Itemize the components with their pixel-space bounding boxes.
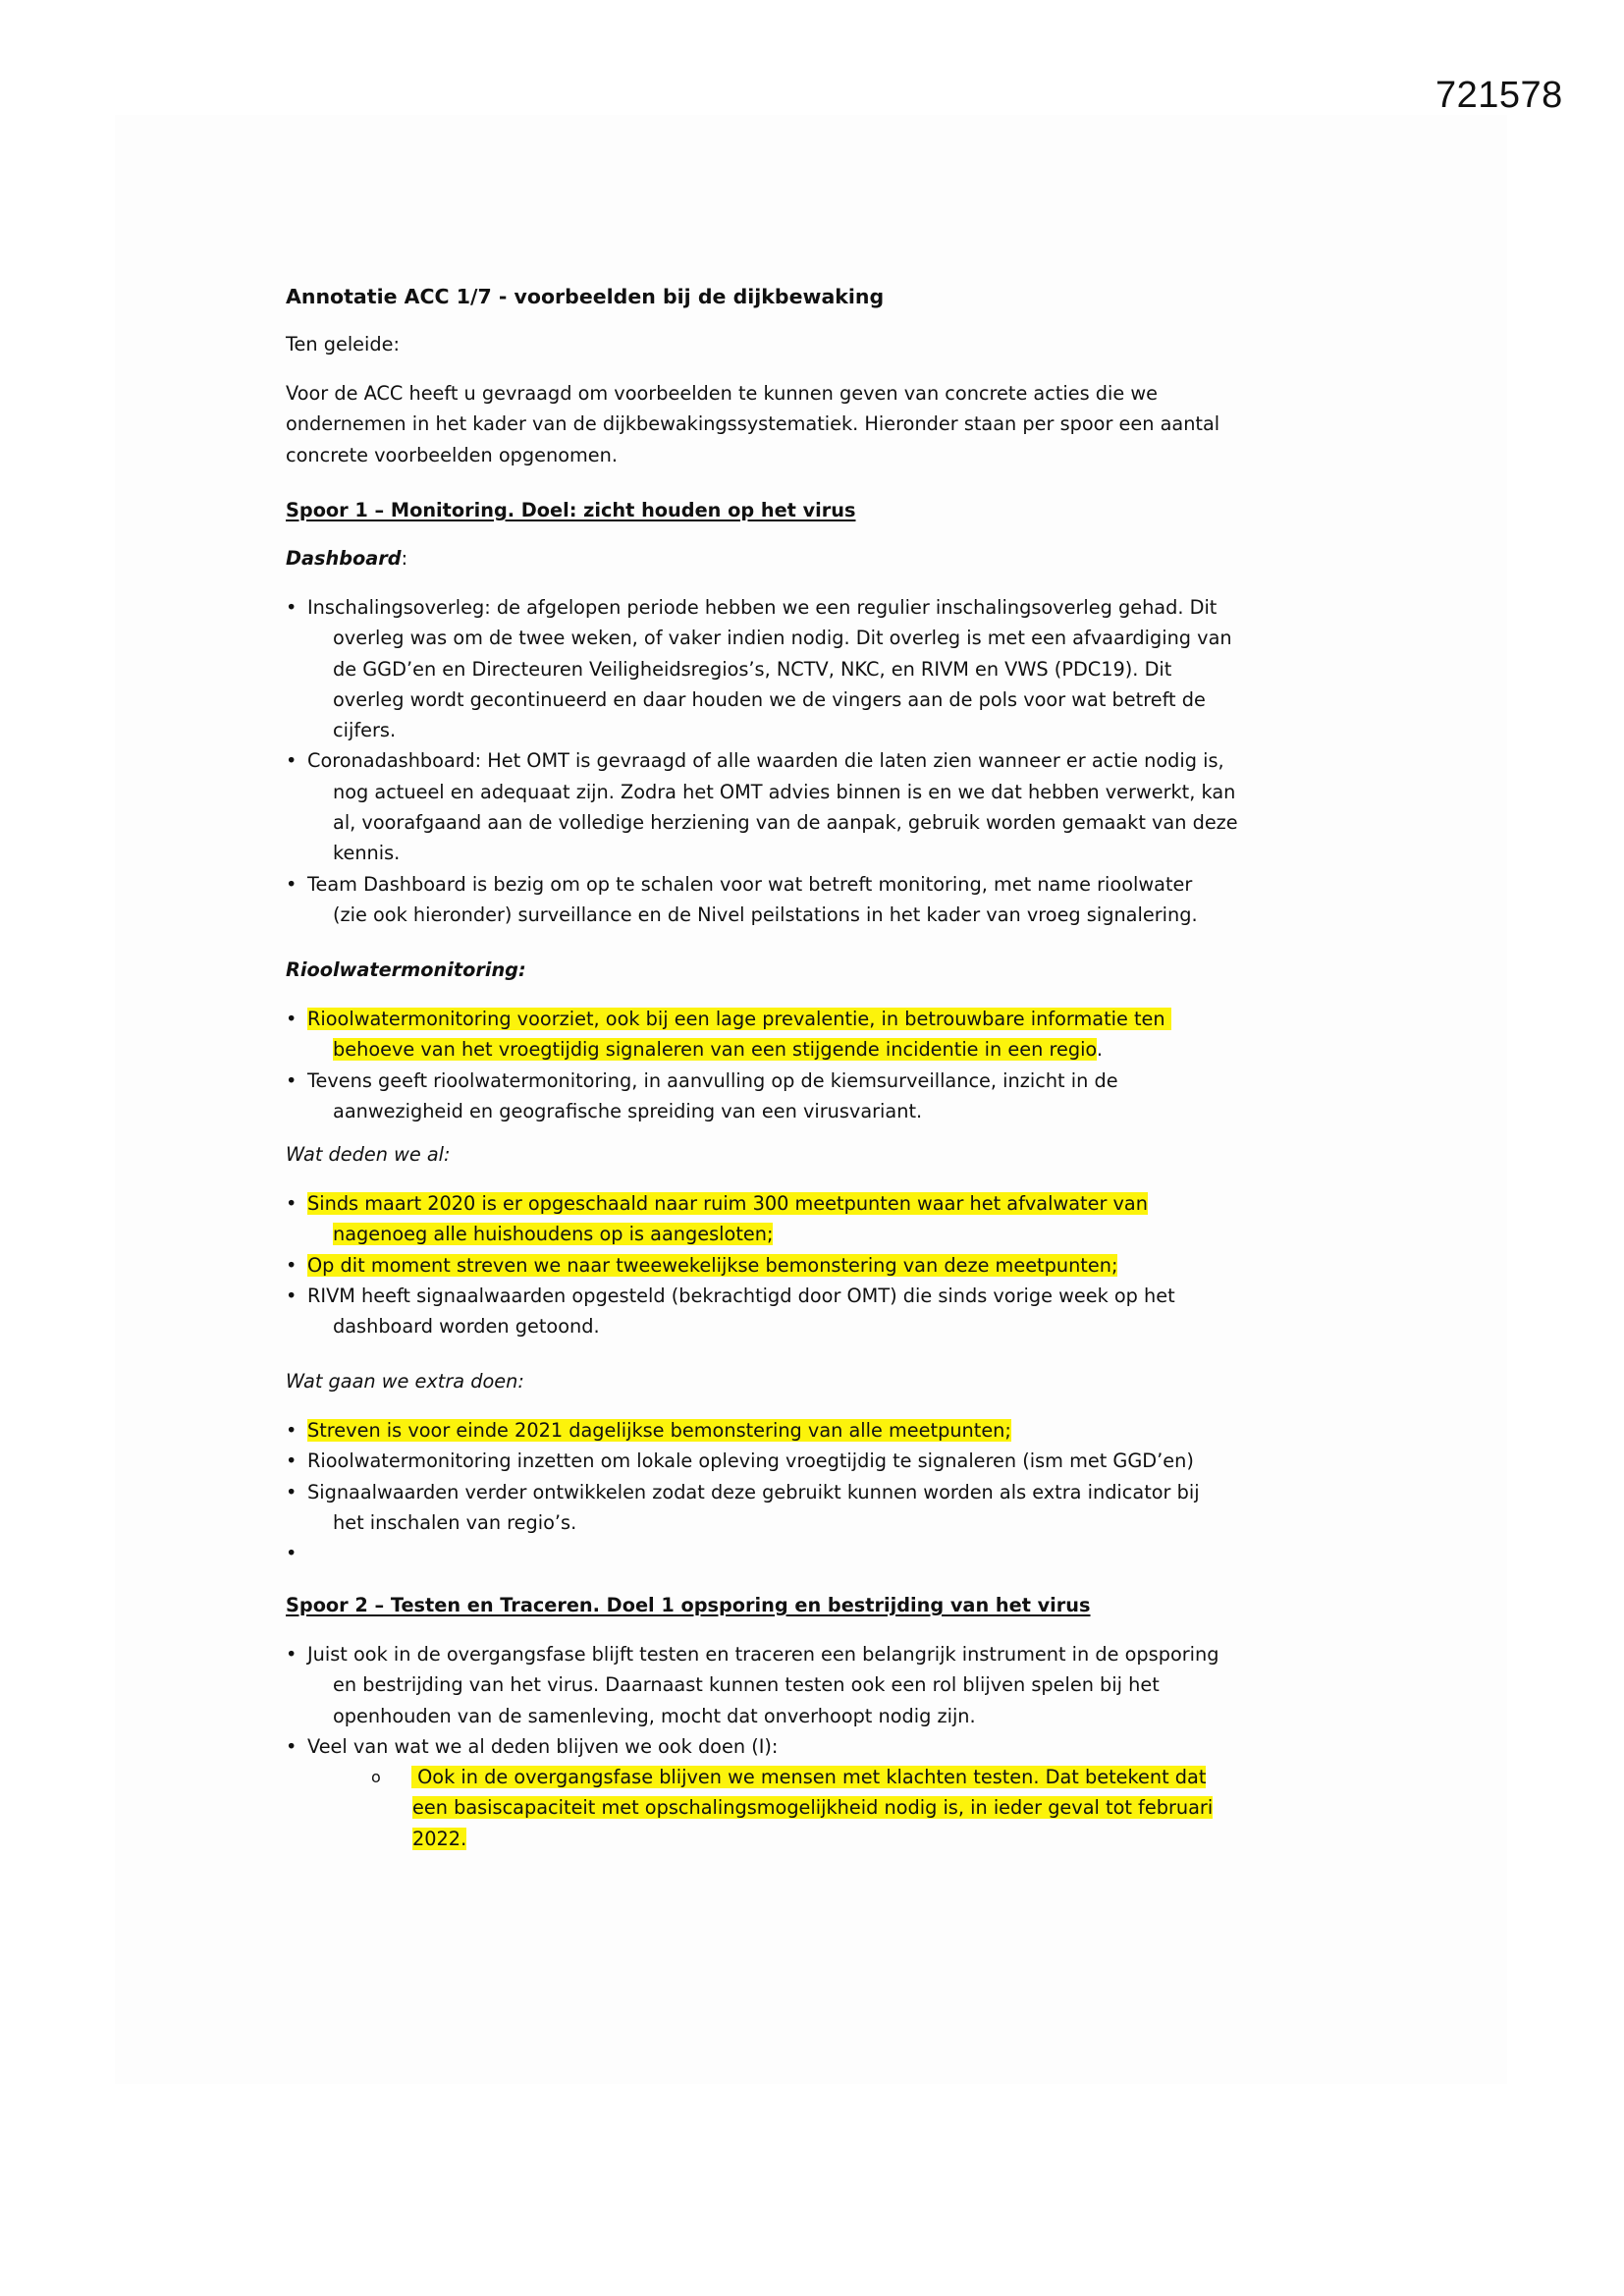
- list-item: [286, 1281, 1366, 1342]
- highlighted-text: Rioolwatermonitoring voorziet, ook bij een lage prevalentie, in betrouwbare informatie ten: [307, 1008, 1171, 1030]
- bullet-icon: •: [286, 1449, 298, 1473]
- list-item-line: (zie ook hieronder) surveillance en de Nivel peilstations in het kader van vroeg signalering.: [333, 902, 1198, 926]
- bullet-icon: •: [286, 1419, 298, 1442]
- highlighted-text: een basiscapaciteit met opschalingsmogelijkheid nodig is, in ieder geval tot februari: [412, 1796, 1214, 1820]
- done-list: [286, 1188, 1366, 1341]
- highlighted-text: behoeve van het vroegtijdig signaleren van een stijgende incidentie in een regio: [333, 1038, 1097, 1062]
- list-item-line: Signaalwaarden verder ontwikkelen zodat deze gebruikt kunnen worden als extra indicator bij: [307, 1480, 1200, 1503]
- highlighted-text: Op dit moment streven we naar tweewekelijkse bemonstering van deze meetpunten;: [307, 1253, 1118, 1277]
- bullet-icon: •: [286, 1542, 298, 1565]
- bullet-icon: •: [286, 1008, 298, 1030]
- dashboard-heading-text: Dashboard: [286, 547, 402, 570]
- list-item: [286, 1477, 1366, 1539]
- list-item: [286, 869, 1366, 931]
- list-item: [286, 1188, 1366, 1250]
- spoor2-list: [286, 1639, 1366, 1854]
- extra-list: [286, 1415, 1366, 1568]
- spoor1-heading: Spoor 1 – Monitoring. Doel: zicht houden op het virus: [286, 499, 856, 521]
- list-item-line: het inschalen van regio’s.: [333, 1510, 577, 1534]
- rioolwater-list: [286, 1004, 1366, 1126]
- list-item-line: Veel van wat we al deden blijven we ook doen (I):: [307, 1734, 779, 1758]
- bullet-icon: •: [286, 596, 298, 619]
- list-item: [286, 1066, 1366, 1127]
- list-item-line: dashboard worden getoond.: [333, 1315, 600, 1339]
- bullet-icon: •: [286, 1192, 298, 1215]
- list-item-line: nog actueel en adequaat zijn. Zodra het OMT advies binnen is en we dat hebben verwerkt, kan: [333, 780, 1236, 803]
- highlighted-text: Ook in de overgangsfase blijven we mensen met klachten testen. Dat betekent dat: [411, 1766, 1207, 1789]
- list-item-line: al, voorafgaand aan de volledige herziening van de aanpak, gebruik worden gemaakt van deze: [333, 811, 1238, 835]
- list-item: [286, 1004, 1366, 1066]
- list-item-line: Coronadashboard: Het OMT is gevraagd of alle waarden die laten zien wanneer er actie nodig is,: [307, 749, 1224, 773]
- hollow-bullet-icon: o: [371, 1768, 381, 1787]
- document-id: 721578: [1435, 75, 1563, 116]
- done-heading: Wat deden we al:: [286, 1143, 451, 1166]
- list-item: [286, 1415, 1366, 1446]
- list-item: [286, 1250, 1366, 1281]
- intro-line: Voor de ACC heeft u gevraagd om voorbeelden te kunnen geven van concrete acties die we: [286, 382, 1159, 405]
- dashboard-list: [286, 592, 1366, 930]
- spoor2-heading: Spoor 2 – Testen en Traceren. Doel 1 opsporing en bestrijding van het virus: [286, 1594, 1091, 1616]
- highlighted-text: Sinds maart 2020 is er opgeschaald naar ruim 300 meetpunten waar het afvalwater van: [307, 1192, 1148, 1215]
- bullet-icon: •: [286, 1480, 298, 1503]
- bullet-icon: •: [286, 1068, 298, 1092]
- list-item-line: Inschalingsoverleg: de afgelopen periode hebben we een regulier inschalingsoverleg gehad. Dit: [307, 596, 1218, 619]
- intro-label: Ten geleide:: [286, 333, 400, 355]
- intro-line: concrete voorbeelden opgenomen.: [286, 443, 618, 466]
- list-item-tail: .: [1096, 1038, 1104, 1062]
- highlighted-text: 2022.: [412, 1827, 467, 1850]
- list-item: [286, 1639, 1366, 1731]
- list-item-line: cijfers.: [333, 719, 397, 742]
- intro-paragraph: [286, 378, 1366, 470]
- bullet-icon: •: [286, 1643, 298, 1666]
- document-title: Annotatie ACC 1/7 - voorbeelden bij de dijkbewaking: [286, 285, 885, 308]
- list-item-line: en bestrijding van het virus. Daarnaast kunnen testen ook een rol blijven spelen bij het: [333, 1673, 1160, 1697]
- list-item-line: Team Dashboard is bezig om op te schalen voor wat betreft monitoring, met name rioolwater: [307, 872, 1193, 896]
- list-item-line: de GGD’en en Directeuren Veiligheidsregios’s, NCTV, NKC, en RIVM en VWS (PDC19). Dit: [333, 657, 1172, 681]
- bullet-icon: •: [286, 1253, 298, 1277]
- intro-line: ondernemen in het kader van de dijkbewakingssystematiek. Hieronder staan per spoor een aantal: [286, 412, 1220, 436]
- list-item-line: Rioolwatermonitoring inzetten om lokale opleving vroegtijdig te signaleren (ism met GGD’en): [307, 1449, 1194, 1473]
- dashboard-heading-colon: :: [401, 547, 408, 570]
- list-item: [286, 745, 1366, 868]
- list-item-line: overleg was om de twee weken, of vaker indien nodig. Dit overleg is met een afvaardiging van: [333, 627, 1232, 650]
- bullet-icon: •: [286, 872, 298, 896]
- list-item-line: Tevens geeft rioolwatermonitoring, in aanvulling op de kiemsurveillance, inzicht in de: [307, 1068, 1118, 1092]
- extra-heading: Wat gaan we extra doen:: [286, 1370, 524, 1393]
- bullet-icon: •: [286, 1734, 298, 1758]
- highlighted-text: nagenoeg alle huishoudens op is aangesloten;: [333, 1223, 774, 1246]
- dashboard-heading: [286, 543, 1366, 574]
- list-item-line: aanwezigheid en geografische spreiding van een virusvariant.: [333, 1099, 923, 1122]
- list-item-empty: [286, 1538, 1366, 1568]
- sub-list-item: [286, 1762, 1366, 1854]
- highlighted-text: Streven is voor einde 2021 dagelijkse bemonstering van alle meetpunten;: [307, 1419, 1011, 1442]
- list-item-line: [286, 1538, 1366, 1568]
- list-item-line: overleg wordt gecontinueerd en daar houden we de vingers aan de pols voor wat betreft de: [333, 687, 1206, 711]
- list-item-line: RIVM heeft signaalwaarden opgesteld (bekrachtigd door OMT) die sinds vorige week op het: [307, 1284, 1175, 1307]
- bullet-icon: •: [286, 749, 298, 773]
- list-item: [286, 592, 1366, 745]
- bullet-icon: •: [286, 1284, 298, 1307]
- list-item-line: Juist ook in de overgangsfase blijft testen en traceren een belangrijk instrument in de opsporing: [307, 1643, 1219, 1666]
- rioolwater-heading: Rioolwatermonitoring:: [286, 958, 526, 981]
- list-item-line: kennis.: [333, 842, 401, 865]
- list-item: [286, 1446, 1366, 1476]
- list-item-line: openhouden van de samenleving, mocht dat onverhoopt nodig zijn.: [333, 1704, 976, 1727]
- list-item: [286, 1731, 1366, 1762]
